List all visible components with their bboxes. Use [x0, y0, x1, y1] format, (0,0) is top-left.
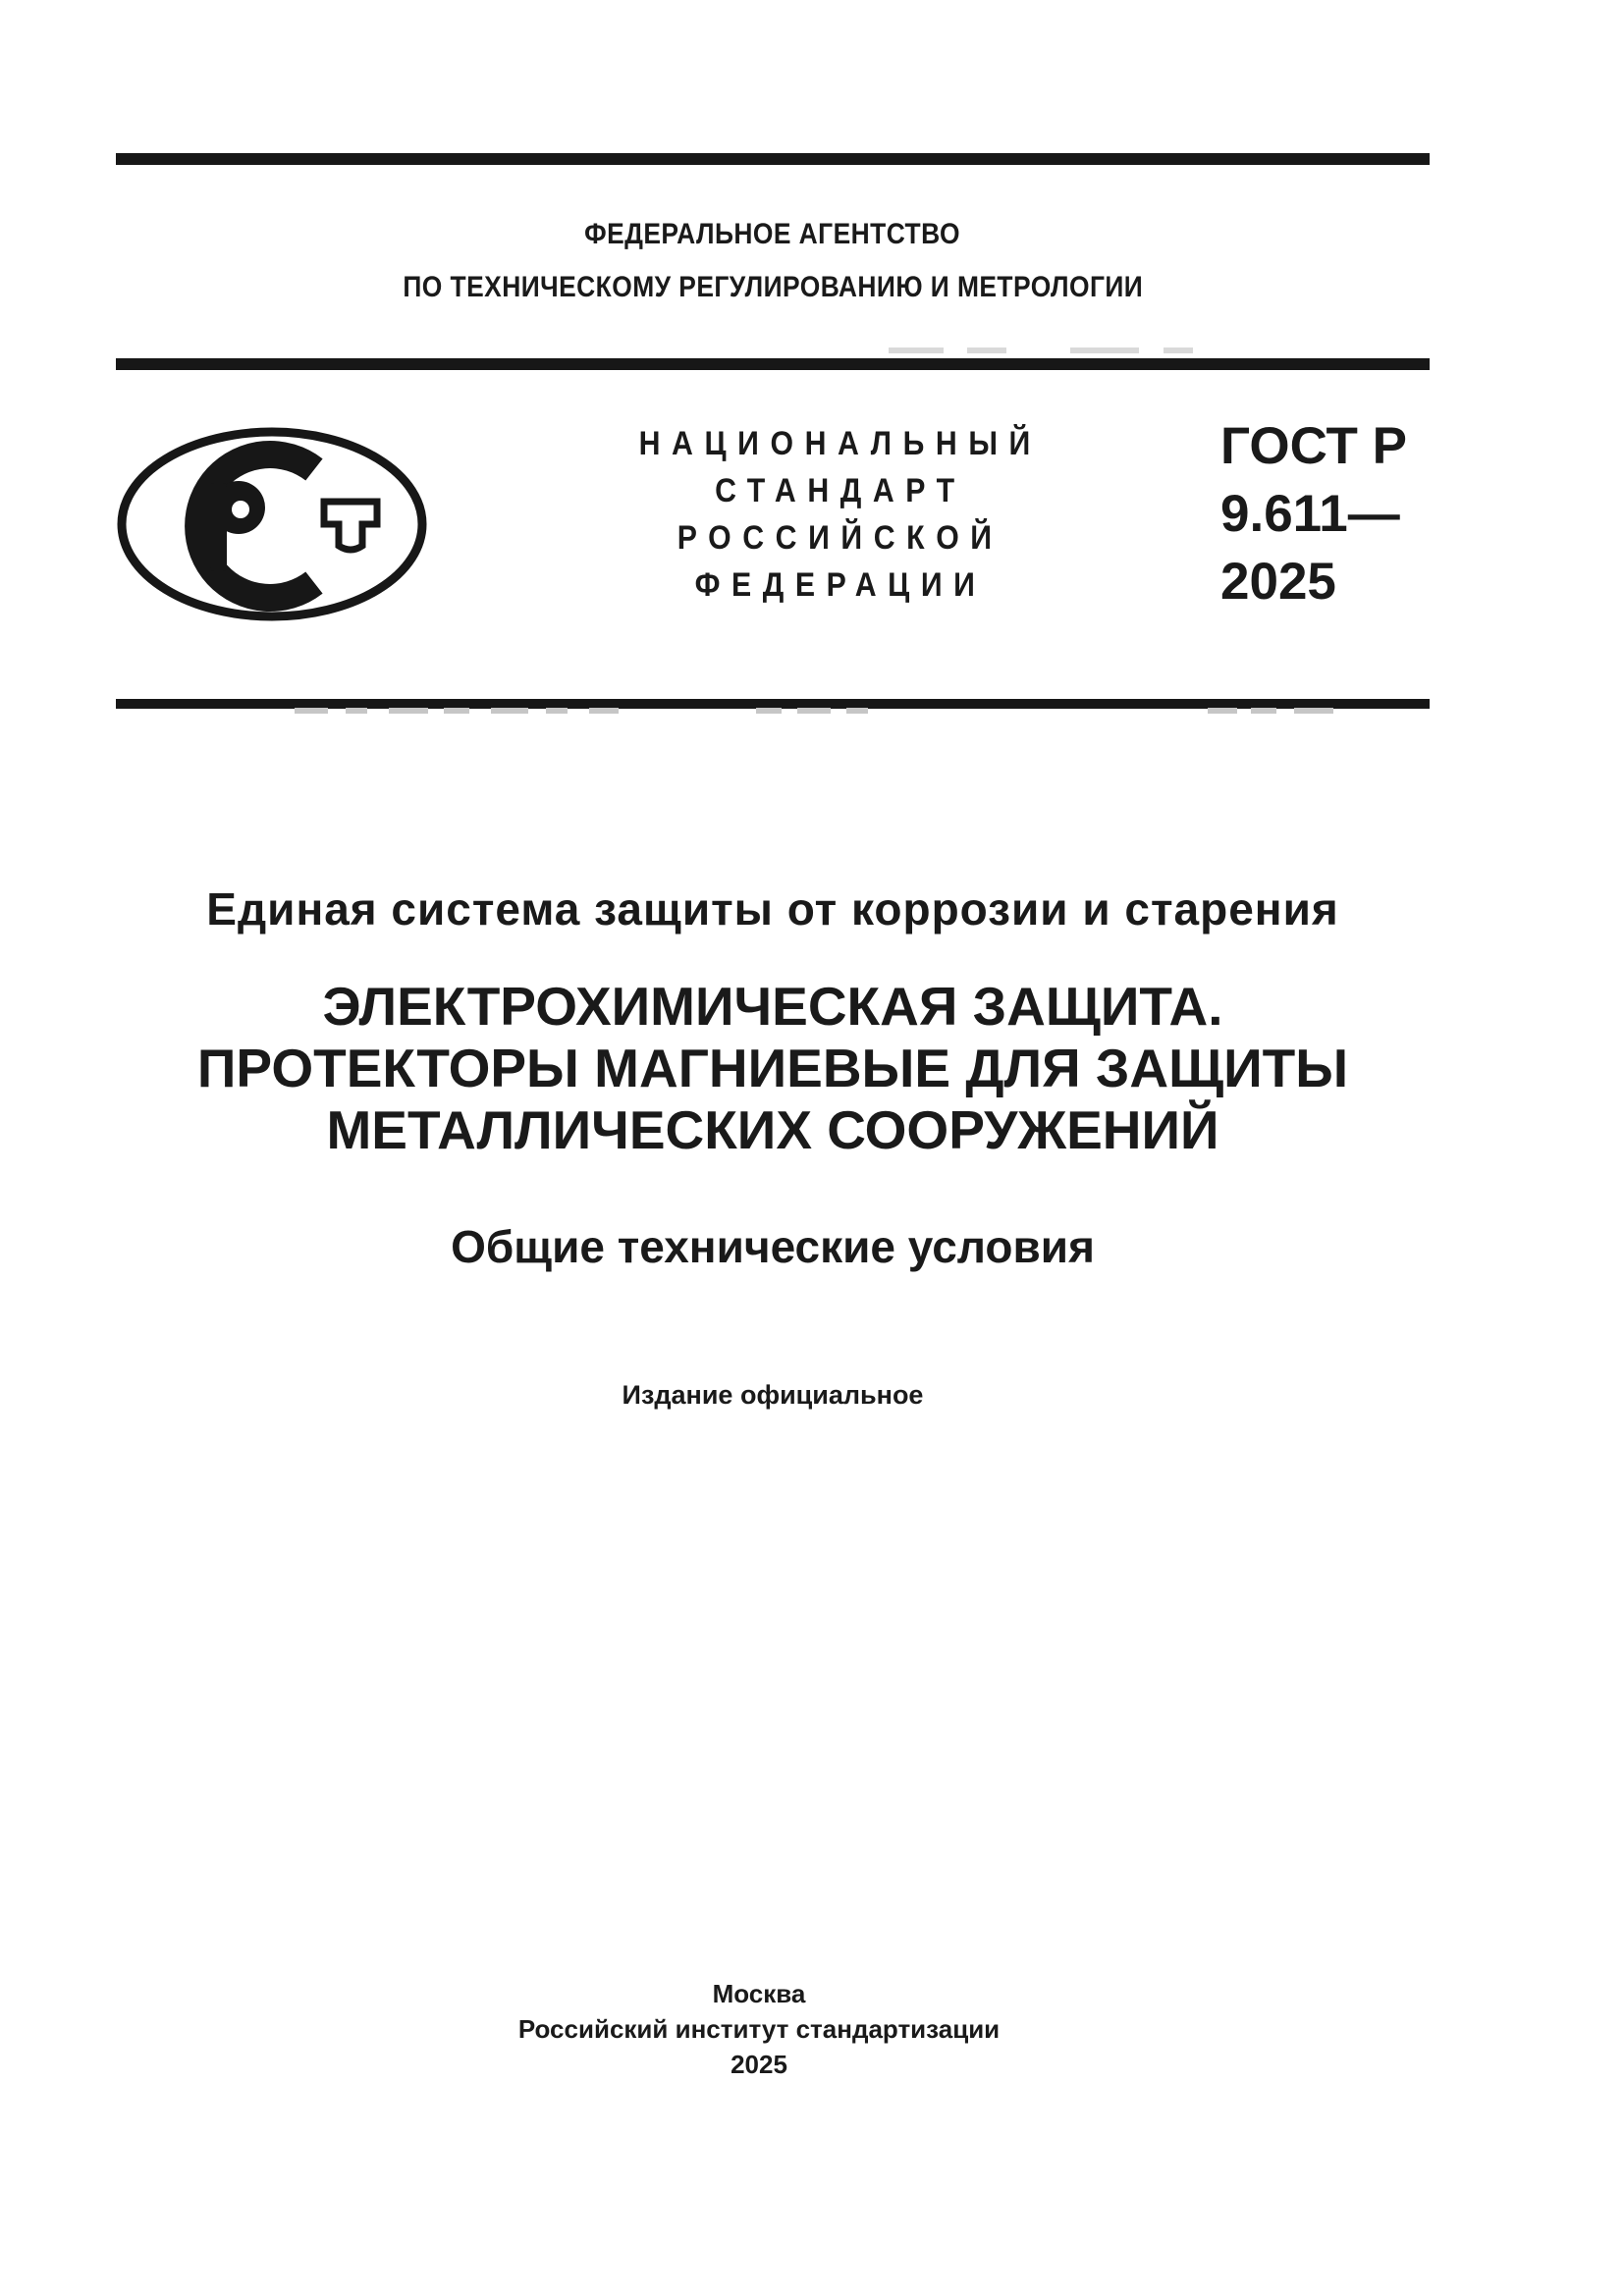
edition-note: Издание официальное	[622, 1380, 924, 1410]
scan-artifact	[491, 708, 528, 714]
scan-artifact	[756, 708, 782, 714]
scan-artifact	[546, 708, 568, 714]
rst-logo-icon	[116, 427, 428, 621]
gost-designation	[1220, 412, 1407, 615]
national-standard-label	[550, 420, 1119, 609]
scan-artifact	[1251, 708, 1276, 714]
agency-name	[116, 218, 1430, 304]
top-rule	[116, 153, 1430, 165]
scan-artifact	[1208, 708, 1237, 714]
scan-artifact	[889, 347, 944, 353]
imprint-year: 2025	[731, 2050, 787, 2079]
main-title	[116, 976, 1430, 1161]
scan-artifact	[295, 708, 328, 714]
middle-rule	[116, 358, 1430, 370]
standard-type-line	[550, 420, 1119, 467]
scan-artifact	[846, 708, 868, 714]
standard-type-line	[550, 514, 1119, 561]
imprint-publisher: Российский институт стандартизации	[517, 2014, 1001, 2044]
standard-type-line-text: СТАНДАРТ	[714, 472, 966, 509]
scan-artifact	[589, 708, 619, 714]
main-title-line: МЕТАЛЛИЧЕСКИХ СООРУЖЕНИЙ	[326, 1099, 1219, 1160]
main-title-line: ПРОТЕКТОРЫ МАГНИЕВЫЕ ДЛЯ ЗАЩИТЫ	[196, 1038, 1349, 1098]
imprint	[116, 1976, 1402, 2082]
scan-artifact	[797, 708, 831, 714]
scan-artifact	[444, 708, 469, 714]
gost-designation-line: 2025	[1220, 553, 1336, 611]
scan-artifact	[389, 708, 428, 714]
agency-line-1-text: ФЕДЕРАЛЬНОЕ АГЕНТСТВО	[584, 218, 961, 250]
standard-type-line-text: НАЦИОНАЛЬНЫЙ	[638, 425, 1042, 462]
gost-designation-line: 9.611—	[1220, 485, 1400, 543]
gost-designation-line: ГОСТ Р	[1220, 417, 1407, 475]
agency-line-2-text: ПО ТЕХНИЧЕСКОМУ РЕГУЛИРОВАНИЮ И МЕТРОЛОГИИ	[403, 271, 1143, 303]
scan-artifact	[967, 347, 1006, 353]
standard-type-line-text: ФЕДЕРАЦИИ	[694, 566, 987, 604]
subtitle: Общие технические условия	[451, 1221, 1095, 1272]
subject-line: Единая система защиты от коррозии и старения	[206, 883, 1339, 934]
standard-type-line-text: РОССИЙСКОЙ	[677, 519, 1003, 557]
scan-artifact	[1070, 347, 1139, 353]
agency-line-1	[116, 218, 1430, 251]
main-title-line: ЭЛЕКТРОХИМИЧЕСКАЯ ЗАЩИТА.	[322, 976, 1223, 1037]
standard-type-line	[550, 561, 1119, 609]
scan-artifact	[1294, 708, 1333, 714]
standard-type-line	[550, 467, 1119, 514]
scan-artifact	[1164, 347, 1193, 353]
scan-artifact	[346, 708, 367, 714]
imprint-city: Москва	[712, 1979, 806, 2008]
agency-line-2	[116, 271, 1430, 304]
